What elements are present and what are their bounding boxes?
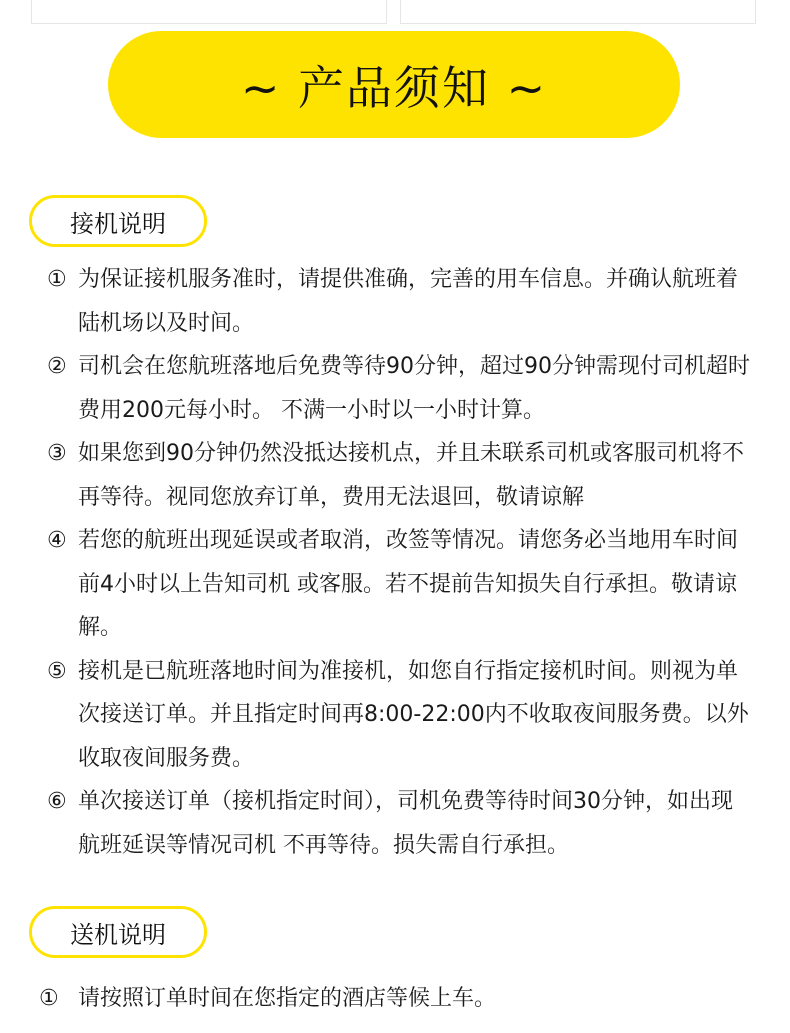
dropoff-rules-list xyxy=(0,977,790,1021)
item-number: ① xyxy=(39,986,59,1011)
top-card-left xyxy=(31,0,387,24)
item-text: 单次接送订单（接机指定时间），司机免费等待时间30分钟，如出现航班延误等情况司机 不再等待。损失需自行承担。 xyxy=(78,789,733,858)
item-number: ⑤ xyxy=(47,658,67,684)
item-number: ③ xyxy=(47,441,67,466)
item-text: 接机是已航班落地时间为准接机，如您自行指定接机时间。则视为单次接送订单。并且指定时间再8:00-22:00内不收取夜间服务费。以外收取夜间服务费。 xyxy=(78,658,749,771)
list-item xyxy=(0,258,790,345)
list-item xyxy=(0,780,790,867)
item-number: ① xyxy=(47,267,67,292)
section-label-dropoff xyxy=(29,906,207,958)
item-text: 请按照订单时间在您指定的酒店等候上车。 xyxy=(78,986,497,1011)
item-number: ④ xyxy=(47,528,67,553)
section-label-pickup-text: 接机说明 xyxy=(70,209,166,238)
section-label-pickup xyxy=(29,195,207,247)
list-item xyxy=(0,345,790,432)
notice-title: ~ 产品须知 ~ xyxy=(240,60,548,115)
notice-title-banner xyxy=(108,31,680,138)
list-item xyxy=(0,650,790,781)
item-number: ② xyxy=(47,354,67,379)
item-text: 如果您到90分钟仍然没抵达接机点，并且未联系司机或客服司机将不再等待。视同您放弃订单，费用无法退回，敬请谅解 xyxy=(78,441,744,510)
top-card-right xyxy=(400,0,756,24)
list-item xyxy=(0,519,790,650)
item-text: 司机会在您航班落地后免费等待90分钟，超过90分钟需现付司机超时费用200元每小时。 不满一小时以一小时计算。 xyxy=(78,354,750,423)
item-text: 为保证接机服务准时，请提供准确，完善的用车信息。并确认航班着陆机场以及时间。 xyxy=(78,267,739,336)
pickup-rules-list xyxy=(0,258,790,867)
list-item xyxy=(0,977,790,1021)
section-label-dropoff-text: 送机说明 xyxy=(70,920,166,949)
item-number: ⑥ xyxy=(47,789,67,814)
item-text: 若您的航班出现延误或者取消，改签等情况。请您务必当地用车时间前4小时以上告知司机 或客服。若不提前告知损失自行承担。敬请谅解。 xyxy=(78,528,739,640)
list-item xyxy=(0,432,790,519)
